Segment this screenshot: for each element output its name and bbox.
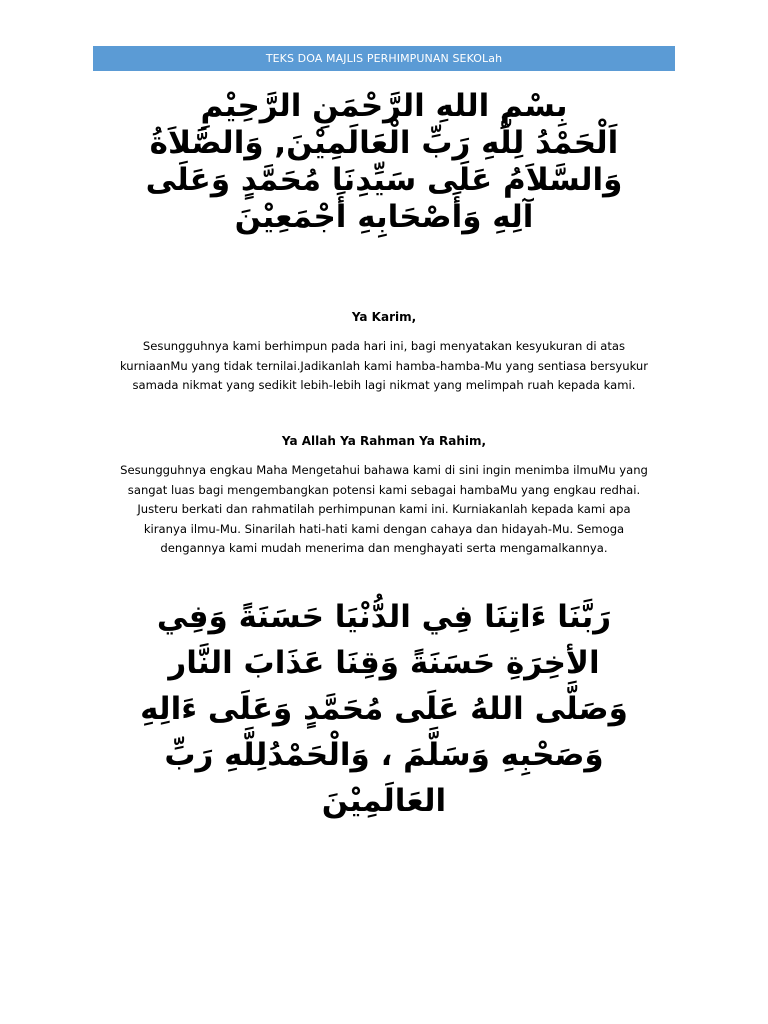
opening-arabic-line: بِسْمِ اللهِ الرَّحْمَنِ الرَّحِيْمِ: [200, 88, 568, 124]
paragraph-line: dengannya kami mudah menerima dan menghayati serta mengamalkannya.: [160, 541, 608, 555]
paragraph-line: Sesungguhnya kami berhimpun pada hari ini, bagi menyatakan kesyukuran di atas: [142, 339, 626, 353]
paragraph-line: kurniaanMu yang tidak ternilai.Jadikanlah kami hamba-hamba-Mu yang sentiasa bersyukur: [119, 358, 649, 373]
opening-arabic-prayer: [93, 88, 675, 236]
section1-heading: Ya Karim,: [351, 310, 417, 324]
opening-arabic-line: وَالسَّلاَمُ عَلَى سَيِّدِنَا مُحَمَّدٍ وَعَلَى: [145, 162, 623, 198]
section2-heading: Ya Allah Ya Rahman Ya Rahim,: [281, 434, 487, 448]
section1-paragraph: [93, 337, 675, 396]
closing-arabic-line: وَصَحْبِهِ وَسَلَّمَ ، وَالْحَمْدُلِلَّهِ رَبِّ: [164, 737, 604, 773]
document-title-banner: TEKS DOA MAJLIS PERHIMPUNAN SEKOLah: [93, 46, 675, 71]
closing-arabic-line: العَالَمِيْنَ: [321, 783, 447, 819]
closing-arabic-prayer: [93, 594, 675, 824]
paragraph-line: samada nikmat yang sedikit lebih-lebih lagi nikmat yang melimpah ruah kepada kami.: [132, 378, 636, 392]
paragraph-line: Justeru berkati dan rahmatilah perhimpunan kami ini. Kurniakanlah kepada kami apa: [137, 502, 631, 516]
opening-arabic-line: آلِهِ وَأَصْحَابِهِ أَجْمَعِيْنَ: [234, 199, 534, 235]
closing-arabic-line: وَصَلَّى اللهُ عَلَى مُحَمَّدٍ وَعَلَى ءَالِهِ: [140, 691, 628, 727]
paragraph-line: Sesungguhnya engkau Maha Mengetahui bahawa kami di sini ingin menimba ilmuMu yang: [120, 463, 648, 477]
paragraph-line: kiranya ilmu-Mu. Sinarilah hati-hati kami dengan cahaya dan hidayah-Mu. Semoga: [143, 521, 625, 536]
closing-arabic-line: رَبَّنَا ءَاتِنَا فِي الدُّنْيَا حَسَنَةً وَفِي: [156, 599, 612, 635]
paragraph-line: sangat luas bagi mengembangkan potensi kami sebagai hambaMu yang engkau redhai.: [127, 482, 641, 497]
opening-arabic-line: اَلْحَمْدُ لِلَّهِ رَبِّ الْعَالَمِيْنَ, وَالصَّلاَةُ: [149, 125, 619, 161]
section2-paragraph: [93, 461, 675, 559]
closing-arabic-line: الأخِرَةِ حَسَنَةً وَقِنَا عَذَابَ النَّار: [168, 645, 600, 681]
